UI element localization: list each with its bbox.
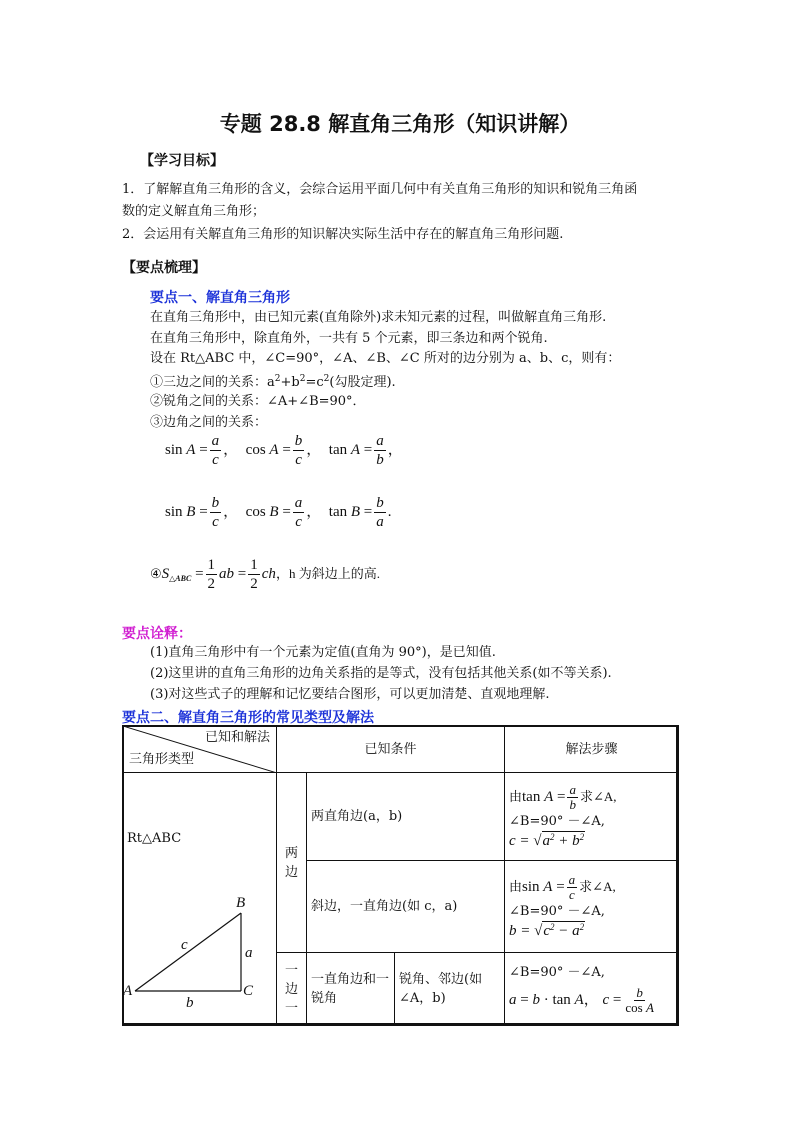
- note-1: (1)直角三角形中有一个元素为定值(直角为 90°)，是已知值.: [150, 645, 496, 660]
- point1-line-2: 在直角三角形中，除直角外，一共有 5 个元素，即三条边和两个锐角.: [150, 331, 548, 346]
- diag-bottom-label: 三角形类型: [129, 752, 195, 767]
- goal-line-2: 数的定义解直角三角形；: [122, 204, 266, 219]
- group-two-sides: 两边: [277, 773, 307, 953]
- note-2: (2)这里讲的直角三角形的边角关系指的是等式，没有包括其他关系(如不等关系).: [150, 666, 612, 681]
- point2-heading: 要点二、解直角三角形的常见类型及解法: [122, 710, 374, 726]
- solution-table: [122, 725, 679, 1026]
- row2-step-3: $b = √c^2 - a^2$: [509, 922, 585, 939]
- vertex-C: C: [243, 983, 254, 999]
- row2-step-1: 由sin A = $\frac{a}{c}$ 求∠A,: [509, 872, 616, 902]
- formula-row-b: sin B = $\frac{b}{c}$ ， cos B = $\frac{a}{c}$ ， tan B = $\frac{b}{a}$ .: [165, 495, 392, 530]
- diag-top-label: 已知和解法: [204, 730, 270, 745]
- triangle-cell: [123, 773, 277, 1026]
- diagonal-header-cell: [123, 726, 277, 773]
- row1-step-1: 由tan A = $\frac{a}{b}$ 求∠A,: [509, 782, 617, 812]
- side-a-label: a: [245, 945, 253, 961]
- formula-row-a: sin A = $\frac{a}{c}$ ， cos A = $\frac{b}{c}$ ， tan A = $\frac{a}{b}$ ，: [165, 433, 403, 468]
- triangle-label: Rt△ABC: [127, 831, 182, 846]
- row2-step-2: ∠B=90° －∠A,: [509, 904, 605, 919]
- goals-heading: 【学习目标】: [140, 153, 224, 169]
- outline-heading: 【要点梳理】: [122, 260, 206, 276]
- row1-step-2: ∠B=90° －∠A,: [509, 814, 605, 829]
- row2-known: 斜边，一直角边(如 c，a): [307, 861, 505, 953]
- point1-line-3: 设在 Rt△ABC 中，∠C=90°，∠A、∠B、∠C 所对的边分别为 a、b、c，则有：: [150, 351, 621, 366]
- row3-steps: [505, 953, 679, 1026]
- side-c-label: c: [181, 937, 188, 953]
- vertex-A: A: [123, 983, 133, 999]
- group-one-side: 一边一: [277, 953, 307, 1026]
- formula-area: $④S_{\triangle ABC}$ = $\frac{1}{2}$ ab = $\frac{1}{2}$ ch，h 为斜边上的高.: [150, 557, 380, 592]
- col-known-header: 已知条件: [277, 726, 505, 773]
- row3-step-2: a = b · tan A， c = $\frac{b}{\text{cos A}}$: [509, 985, 654, 1015]
- notes-heading: 要点诠释：: [122, 626, 192, 642]
- point1-line-1: 在直角三角形中，由已知元素(直角除外)求未知元素的过程，叫做解直角三角形.: [150, 310, 607, 325]
- page-title: 专题 28.8 解直角三角形（知识讲解）: [219, 112, 581, 136]
- note-3: (3)对这些式子的理解和记忆要结合图形，可以更加清楚、直观地理解.: [150, 687, 550, 702]
- col-steps-header: 解法步骤: [505, 726, 679, 773]
- side-b-label: b: [186, 995, 194, 1011]
- row1-step-3: $c = √a^2 + b^2$: [509, 832, 585, 849]
- row1-known: 两直角边(a，b): [307, 773, 505, 861]
- relation-angles: ②锐角之间的关系：∠A+∠B=90°．: [150, 394, 366, 409]
- row3-known-a: 一直角边和一锐角: [307, 953, 395, 1026]
- row3-known-b: 锐角、邻边(如∠A，b): [395, 953, 505, 1026]
- point1-heading: 要点一、解直角三角形: [150, 290, 290, 306]
- triangle-diagram: [123, 813, 277, 1013]
- goal-line-1: 1．了解解直角三角形的含义，会综合运用平面几何中有关直角三角形的知识和锐角三角函: [122, 182, 638, 197]
- relation-sides-angles: ③边角之间的关系：: [150, 415, 268, 430]
- vertex-B: B: [236, 895, 246, 911]
- row1-steps: [505, 773, 679, 861]
- goal-line-3: 2．会运用有关解直角三角形的知识解决实际生活中存在的解直角三角形问题.: [122, 227, 564, 242]
- row2-steps: [505, 861, 679, 953]
- relation-sides: ①三边之间的关系：$a^2+b^2=c^2$(勾股定理).: [150, 374, 396, 390]
- row3-step-1: ∠B=90° －∠A,: [509, 965, 605, 980]
